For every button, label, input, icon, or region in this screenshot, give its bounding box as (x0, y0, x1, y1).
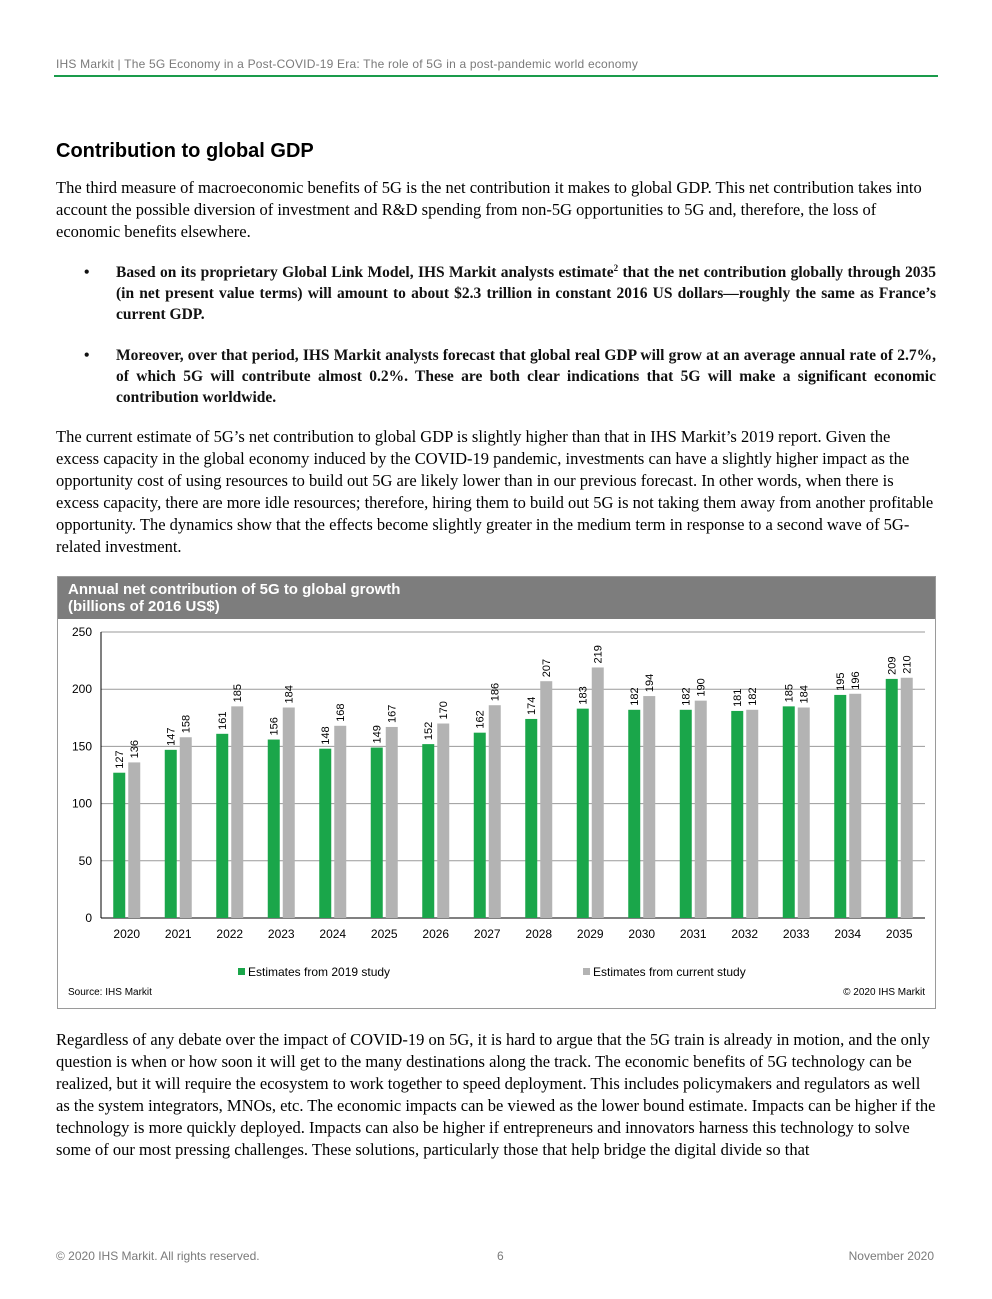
bar-study-2019 (113, 773, 125, 918)
x-tick-label: 2028 (525, 927, 553, 941)
bar-study-2019 (886, 679, 898, 918)
bar-current-study (695, 701, 707, 918)
page-number: 6 (497, 1249, 504, 1263)
bar-current-study (128, 762, 140, 918)
x-tick-label: 2023 (267, 927, 295, 941)
bullet-list (56, 262, 936, 428)
bar-current-study (746, 710, 758, 918)
bar-study-2019 (319, 749, 331, 918)
chart-title (68, 581, 400, 615)
y-tick-label: 150 (71, 739, 92, 754)
x-tick-label: 2027 (473, 927, 501, 941)
chart-title-line: (billions of 2016 US$) (68, 598, 220, 615)
bar-study-2019 (628, 710, 640, 918)
bar-study-2019 (268, 740, 280, 918)
data-label: 174 (526, 696, 539, 715)
y-tick-label: 50 (78, 853, 92, 868)
data-label: 182 (680, 687, 693, 706)
section-title: Contribution to global GDP (56, 140, 314, 162)
bar-current-study (180, 737, 192, 918)
bar-current-study (283, 708, 295, 918)
y-tick-label: 100 (71, 796, 92, 811)
bar-current-study (901, 678, 913, 918)
chart-figure (57, 576, 936, 1009)
data-label: 184 (798, 685, 811, 704)
running-header: IHS Markit | The 5G Economy in a Post-COVID-19 Era: The role of 5G in a post-pandemic world economy (56, 57, 639, 71)
data-label: 181 (732, 688, 745, 707)
bar-current-study (386, 727, 398, 918)
bullet-text-part: that the net contribution globally through 2035 (in net present value terms) will amount to about $2.3 trillion in constant 2016 US dollars—roughly the same as France’s current GDP. (116, 264, 937, 323)
bar-current-study (643, 696, 655, 918)
data-label: 170 (438, 701, 451, 720)
x-tick-label: 2025 (370, 927, 398, 941)
footer-copyright: © 2020 IHS Markit. All rights reserved. (56, 1249, 260, 1263)
body-paragraph: Regardless of any debate over the impact of COVID-19 on 5G, it is hard to argue that the 5G train is already in motion, and the only question is when or how soon it will get to the many destinations along the track. The economic benefits of 5G technology can be realized, but it will require the ecosystem to work together to speed deployment. This includes policymakers and regulators as well as the system integrators, MNOs, etc. The economic impacts can be viewed as the lower bound estimate. Impacts can be higher if the technology is more quickly deployed. Impacts can also be higher if entrepreneurs and innovators harness this technology to solve some of our most pressing challenges. These solutions, particularly those that help bridge the digital divide so that (56, 1030, 936, 1159)
chart-title-bar (58, 577, 935, 619)
chart-source: Source: IHS Markit (68, 987, 152, 998)
x-tick-label: 2029 (576, 927, 604, 941)
bullet-item (56, 262, 936, 325)
data-label: 167 (386, 704, 399, 723)
data-label: 149 (371, 725, 384, 744)
y-tick-label: 0 (85, 911, 92, 925)
data-label: 158 (180, 714, 193, 734)
data-label: 182 (747, 687, 760, 706)
x-tick-label: 2035 (885, 927, 913, 941)
legend-label: Estimates from 2019 study (248, 965, 391, 979)
bullet-text-part: Based on its proprietary Global Link Model, IHS Markit analysts estimate (116, 264, 614, 281)
bar-current-study (489, 705, 501, 918)
bar-study-2019 (422, 744, 434, 918)
data-label: 195 (835, 672, 848, 691)
bar-study-2019 (834, 695, 846, 918)
data-label: 190 (695, 678, 708, 697)
bar-current-study (592, 667, 604, 918)
data-label: 210 (901, 655, 914, 674)
bar-study-2019 (731, 711, 743, 918)
x-tick-label: 2021 (164, 927, 192, 941)
data-label: 168 (335, 703, 348, 722)
data-label: 194 (644, 673, 657, 693)
bar-study-2019 (474, 733, 486, 918)
bar-study-2019 (216, 734, 228, 918)
x-tick-label: 2031 (679, 927, 707, 941)
bullet-symbol: • (84, 347, 90, 364)
y-tick-label: 250 (71, 625, 92, 639)
data-label: 209 (886, 656, 899, 675)
y-tick-label: 200 (71, 682, 92, 697)
chart-copyright: © 2020 IHS Markit (843, 987, 925, 998)
footnote-ref[interactable]: 2 (613, 262, 619, 273)
bar-chart (58, 619, 935, 985)
data-label: 148 (320, 726, 333, 745)
chart-title-line: Annual net contribution of 5G to global growth (68, 581, 401, 598)
x-tick-label: 2032 (731, 927, 759, 941)
data-label: 184 (283, 685, 296, 704)
data-label: 207 (541, 658, 554, 678)
bar-current-study (334, 726, 346, 918)
bar-study-2019 (783, 706, 795, 918)
data-label: 196 (850, 671, 863, 690)
bullet-text: Moreover, over that period, IHS Markit analysts forecast that global real GDP will grow at an average annual rate of 2.7%, of which 5G will contribute almost 0.2%. These are both clear indications that 5G will make a significant economic contribution worldwide. (116, 347, 936, 406)
bar-current-study (231, 706, 243, 918)
bar-study-2019 (371, 748, 383, 918)
bullet-item (56, 345, 936, 408)
bar-study-2019 (577, 709, 589, 918)
data-label: 156 (268, 717, 281, 736)
intro-paragraph: The third measure of macroeconomic benefits of 5G is the net contribution it makes to global GDP. This net contribution takes into account the possible diversion of investment and R&D spending from non-5G opportunities to 5G and, therefore, the loss of economic benefits elsewhere. (56, 178, 922, 241)
data-label: 136 (129, 740, 142, 759)
x-tick-label: 2022 (216, 927, 244, 941)
bar-current-study (849, 694, 861, 918)
bar-study-2019 (680, 710, 692, 918)
bar-current-study (437, 724, 449, 918)
data-label: 219 (592, 645, 605, 664)
x-tick-label: 2030 (628, 927, 656, 941)
data-label: 186 (489, 682, 502, 702)
legend-swatch (238, 968, 245, 975)
x-tick-label: 2020 (113, 927, 141, 941)
bar-study-2019 (165, 750, 177, 918)
body-paragraph: The current estimate of 5G’s net contribution to global GDP is slightly higher than that in IHS Markit’s 2019 report. Given the excess capacity in the global economy induced by the COVID-19 pandemic, investments can have a slightly higher impact as the opportunity cost of using resources to build out 5G are likely lower than in our previous forecast. In other words, when there is excess capacity, there are more idle resources; therefore, hiring them to build out 5G is not taking them away from another profitable opportunity. The dynamics show that the effects become slightly greater in the medium term in response to a second wave of 5G-related investment. (56, 427, 934, 556)
data-label: 147 (165, 727, 178, 746)
x-tick-label: 2034 (834, 927, 862, 941)
bar-current-study (540, 681, 552, 918)
data-label: 127 (114, 750, 127, 769)
data-label: 185 (232, 684, 245, 703)
legend-label: Estimates from current study (593, 965, 746, 979)
footer-date: November 2020 (848, 1249, 934, 1263)
data-label: 182 (629, 687, 642, 706)
x-tick-label: 2024 (319, 927, 347, 941)
header-rule (54, 75, 938, 77)
x-tick-label: 2033 (782, 927, 810, 941)
bar-current-study (798, 708, 810, 918)
bar-study-2019 (525, 719, 537, 918)
bullet-symbol: • (84, 264, 90, 281)
data-label: 161 (217, 711, 230, 730)
data-label: 152 (423, 721, 436, 741)
data-label: 185 (783, 684, 796, 703)
data-label: 162 (474, 710, 487, 729)
legend-swatch (583, 968, 590, 975)
x-tick-label: 2026 (422, 927, 450, 941)
data-label: 183 (577, 686, 590, 705)
